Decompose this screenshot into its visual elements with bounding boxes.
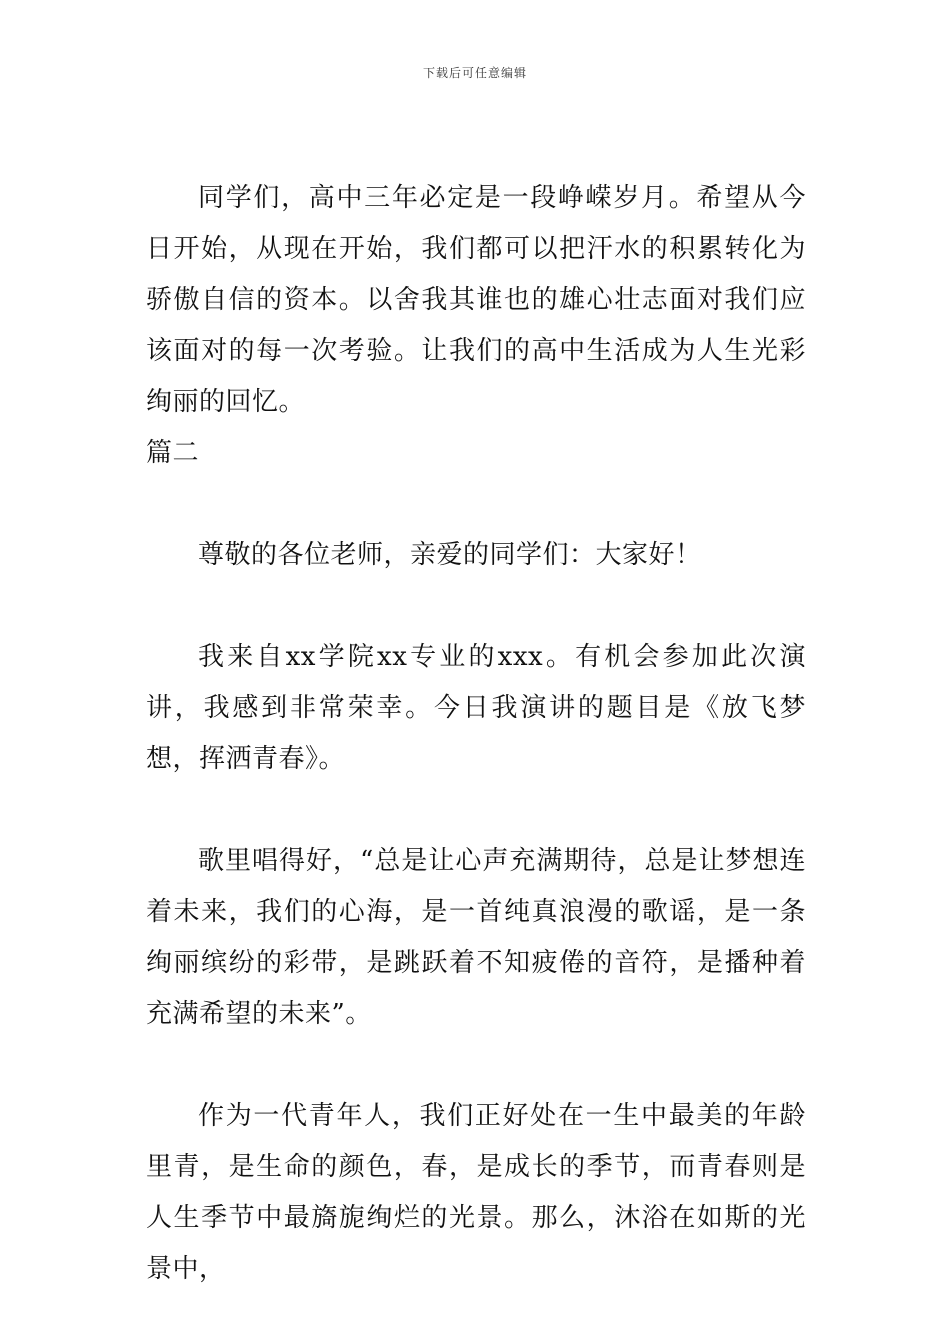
page-header: 下载后可任意编辑 [422,66,527,80]
paragraph-greeting: 尊敬的各位老师，亲爱的同学们：大家好！ [198,540,702,570]
section-title: 篇二 [146,438,200,468]
paragraph-youth: 作为一代青年人，我们正好处在一生中最美的年龄里青，是生命的颜色，春，是成长的季节，而青春则是人生季节中最旖旎绚烂的光景。那么，沐浴在如斯的光景中， [146,1101,806,1284]
paragraph-song: 歌里唱得好，“总是让心声充满期待，总是让梦想连着未来，我们的心海，是一首纯真浪漫的歌谣，是一条绚丽缤纷的彩带，是跳跃着不知疲倦的音符，是播种着充满希望的未来”。 [146,846,806,1029]
document-body [146,173,806,1295]
paragraph-closing: 同学们，高中三年必定是一段峥嵘岁月。希望从今日开始，从现在开始，我们都可以把汗水的积累转化为骄傲自信的资本。以舍我其谁也的雄心壮志面对我们应该面对的每一次考验。让我们的高中生活成为人生光彩绚丽的回忆。 [146,183,806,417]
paragraph-intro: 我来自xx学院xx专业的xxx。有机会参加此次演讲，我感到非常荣幸。今日我演讲的题目是《放飞梦想，挥洒青春》。 [146,642,806,774]
